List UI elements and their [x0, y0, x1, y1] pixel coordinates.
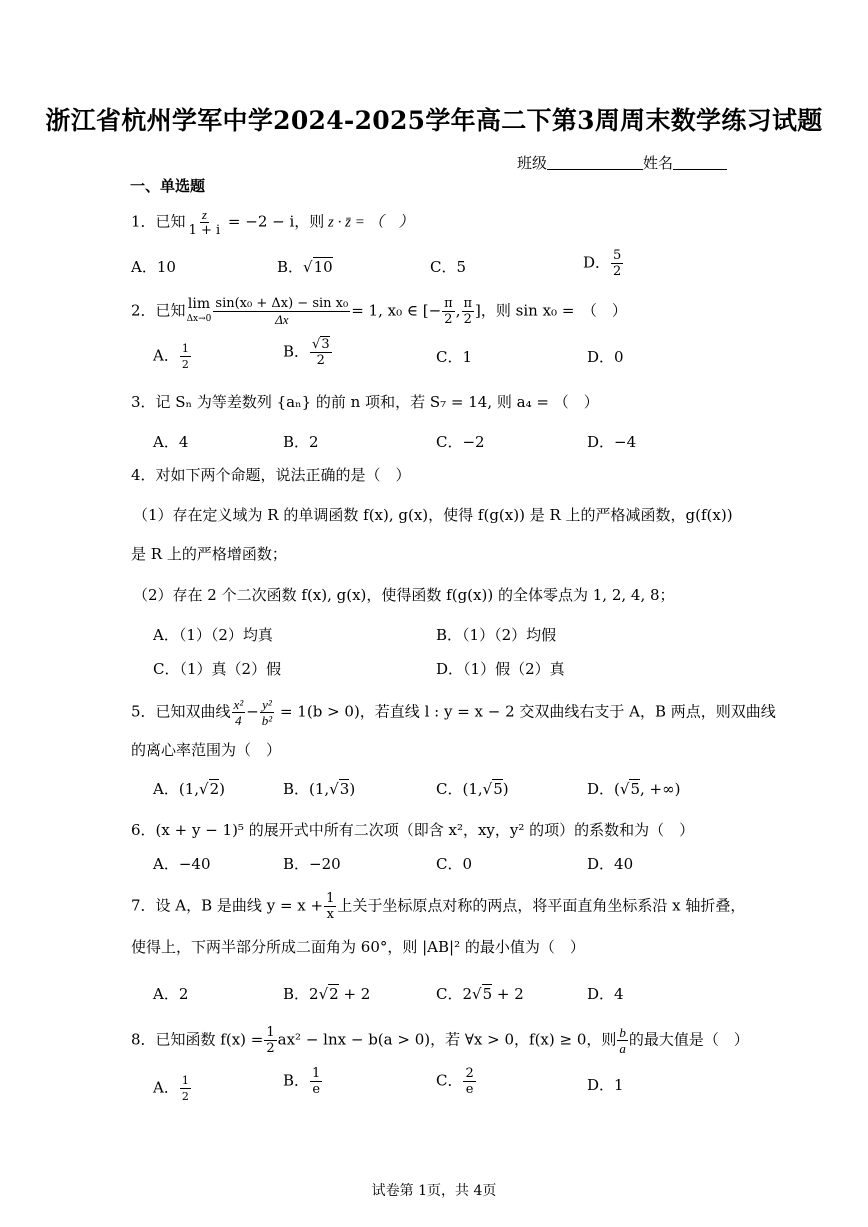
q1-option-a[interactable]: A．10 — [131, 258, 176, 276]
q8-text: 8．已知函数 f(x) = — [131, 1030, 264, 1049]
q6-option-b[interactable]: B．−20 — [283, 855, 341, 873]
q8-two: 2 — [266, 1041, 275, 1056]
q3-option-b[interactable]: B．2 — [283, 433, 319, 451]
q1-b-radicand: 10 — [313, 258, 333, 276]
q8-one: 1 — [266, 1025, 275, 1040]
q2-two-2: 2 — [463, 312, 472, 327]
q1-frac-num: z — [201, 207, 207, 222]
q8-option-b[interactable]: B． $\frac{1}{e}$ — [283, 1066, 321, 1097]
q2-a-label: A． — [153, 346, 179, 365]
class-name-line — [517, 153, 727, 173]
name-blank[interactable] — [673, 153, 727, 170]
q8-ba — [617, 1025, 628, 1056]
q4-option-b[interactable]: B．（1）（2）均假 — [436, 626, 557, 644]
page-title: 浙江省杭州学军中学2024-2025学年高二下第3周周末数学练习试题 — [45, 106, 823, 135]
q2-a-fraction — [180, 341, 191, 372]
q3-option-a[interactable]: A．4 — [153, 433, 189, 451]
q4-option-c[interactable]: C．（1）真（2）假 — [153, 660, 282, 678]
q6-option-d[interactable]: D．40 — [587, 855, 634, 873]
q5-x2: x² — [233, 697, 244, 712]
q2-frac-num: sin(x₀ + Δx) − sin x₀ — [215, 296, 349, 311]
question-4: 4．对如下两个命题，说法正确的是（ ） — [131, 466, 411, 484]
q8-a: a — [619, 1041, 626, 1056]
q1-text-end: z · z̄ = （ ） — [324, 214, 414, 231]
q2-a-num: 1 — [181, 342, 189, 355]
class-label: 班级 — [517, 154, 548, 172]
q8-option-c[interactable]: C． $\frac{2}{e}$ — [436, 1066, 474, 1097]
q2-number: 2． — [131, 301, 156, 320]
q5-line-2: 的离心率范围为（ ） — [131, 741, 282, 759]
question-6: 6．(x + y − 1)⁵ 的展开式中所有二次项（即含 x²，xy，y² 的项）的系数和为（ ） — [131, 821, 695, 839]
q7-fraction — [324, 891, 336, 922]
q2-pi-frac-1 — [442, 296, 455, 327]
q5-frac-x — [232, 697, 246, 728]
q8-text-end: 的最大值是（ ） — [628, 1030, 749, 1049]
q1-text-mid: = −2 − i，则 — [223, 212, 325, 231]
q7-option-d[interactable]: D．4 — [587, 985, 624, 1003]
q8-option-a[interactable]: A． $\frac{1}{2}$ — [153, 1074, 189, 1103]
q1-text: 已知 — [155, 212, 186, 231]
q1-frac-den: 1 + i — [188, 223, 221, 238]
q2-fraction — [213, 296, 350, 327]
q2-b-radicand: 3 — [321, 337, 330, 352]
q2-b-label: B． — [283, 342, 310, 361]
q6-option-a[interactable]: A．−40 — [153, 855, 211, 873]
q1-option-d[interactable] — [583, 248, 624, 279]
q5-option-d[interactable]: D．(√5, +∞) — [587, 780, 681, 798]
q2-pi-1: π — [444, 296, 453, 311]
q1-b-label: B． — [277, 258, 304, 276]
question-1 — [131, 207, 414, 238]
q5-b2: b² — [261, 713, 273, 728]
q5-frac-y — [260, 697, 274, 728]
q7-x: x — [326, 907, 334, 922]
q1-option-b[interactable]: B．√10 — [277, 258, 333, 276]
q4-option-a[interactable]: A．（1）（2）均真 — [153, 626, 273, 644]
q3-option-c[interactable]: C．−2 — [436, 433, 485, 451]
q8-text-mid: ax² − lnx − b(a > 0)，若 ∀x > 0，f(x) ≥ 0，则 — [277, 1030, 617, 1049]
q7-text: 7．设 A，B 是曲线 y = x + — [131, 896, 324, 915]
q2-lim-sub: Δx→0 — [186, 313, 212, 324]
q4-proposition-1b: 是 R 上的严格增函数； — [131, 545, 287, 563]
q2-text-mid: = 1, x₀ ∈ [− — [351, 301, 442, 320]
q2-lim: lim — [187, 295, 211, 312]
q2-text: 已知 — [155, 301, 186, 320]
q5-option-a[interactable]: A．(1,√2) — [153, 780, 225, 798]
q7-option-b[interactable]: B．2√2 + 2 — [283, 985, 371, 1003]
q2-pi-frac-2 — [462, 296, 475, 327]
q8-half — [264, 1025, 276, 1056]
q2-text-end: ]，则 sin x₀ = （ ） — [475, 301, 627, 320]
q7-text-post: 上关于坐标原点对称的两点，将平面直角坐标系沿 x 轴折叠， — [337, 896, 746, 915]
class-blank[interactable] — [547, 153, 643, 170]
q5-text: 5．已知双曲线 — [131, 702, 231, 721]
q2-a-den: 2 — [181, 358, 189, 371]
section-heading: 一、单选题 — [130, 177, 206, 195]
q1-d-num: 5 — [613, 248, 622, 263]
q1-d-fraction — [611, 248, 623, 279]
q1-number: 1． — [131, 212, 156, 231]
q4-proposition-1a: （1）存在定义域为 R 的单调函数 f(x), g(x)，使得 f(g(x)) 是 R 上的严格减函数，g(f(x)) — [133, 506, 733, 524]
q1-d-den: 2 — [613, 264, 622, 279]
q2-frac-den: Δx — [275, 312, 289, 327]
q5-y2: y² — [262, 697, 272, 712]
question-2 — [131, 296, 627, 327]
q5-option-b[interactable]: B．(1,√3) — [283, 780, 356, 798]
q2-option-a[interactable] — [153, 341, 192, 372]
q4-proposition-2: （2）存在 2 个二次函数 f(x), g(x)，使得函数 f(g(x)) 的全体零点为 1, 2, 4, 8； — [133, 586, 675, 604]
q4-option-d[interactable]: D．（1）假（2）真 — [436, 660, 565, 678]
q1-fraction — [187, 207, 223, 238]
q2-option-c[interactable]: C．1 — [436, 348, 473, 366]
q2-comma: , — [455, 301, 461, 320]
q5-four: 4 — [235, 713, 242, 728]
q3-option-d[interactable]: D．−4 — [587, 433, 637, 451]
q2-limit — [187, 297, 212, 327]
q5-option-c[interactable]: C．(1,√5) — [436, 780, 509, 798]
question-8 — [131, 1025, 749, 1056]
q2-b-fraction: $\frac{√3}{2}$ — [312, 337, 330, 368]
q7-one: 1 — [326, 891, 335, 906]
q2-option-b[interactable] — [283, 337, 333, 368]
q2-pi-2: π — [463, 296, 473, 311]
q7-option-c[interactable]: C．2√5 + 2 — [436, 985, 524, 1003]
q8-option-d[interactable]: D．1 — [587, 1076, 624, 1094]
q8-b: b — [619, 1025, 626, 1040]
q7-line-2: 使得上，下两半部分所成二面角为 60°，则 |AB|² 的最小值为（ ） — [131, 938, 585, 956]
q1-d-label: D． — [583, 253, 611, 272]
page-footer: 试卷第 1页，共 4页 — [371, 1183, 497, 1199]
q7-option-a[interactable]: A．2 — [153, 985, 189, 1003]
q2-two-1: 2 — [444, 312, 453, 327]
q6-option-c[interactable]: C．0 — [436, 855, 473, 873]
question-7 — [131, 891, 745, 922]
name-label: 姓名 — [643, 154, 674, 172]
question-5: 5．已知双曲线 $\frac{\text{x²}}{4}$ − $\frac{\text{y²}}{\text{b²}}$ = 1(b > 0)，若直线 l : y = x − 2 交双曲线右支于 A，B 两点，则双曲线 — [131, 697, 776, 728]
q2-option-d[interactable]: D．0 — [587, 348, 624, 366]
q5-text-mid: = 1(b > 0)，若直线 l : y = x − 2 交双曲线右支于 A，B 两点，则双曲线 — [275, 702, 776, 721]
q1-option-c[interactable]: C．5 — [430, 258, 467, 276]
question-3: 3．记 Sₙ 为等差数列 {aₙ} 的前 n 项和，若 S₇ = 14, 则 a₄ = （ ） — [131, 393, 599, 411]
q2-b-den: 2 — [316, 353, 325, 368]
